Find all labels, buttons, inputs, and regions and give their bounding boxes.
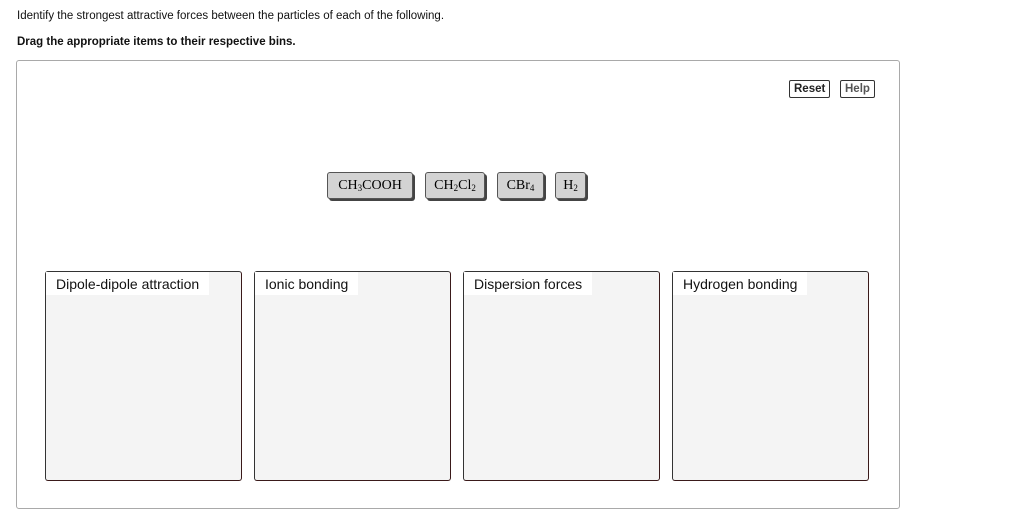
- drag-drop-workspace: [16, 60, 900, 509]
- question-text: Identify the strongest attractive forces between the particles of each of the following.: [17, 10, 445, 22]
- formula-label: CBr$_4$: [506, 178, 535, 193]
- draggable-item-ch2cl2[interactable]: [425, 172, 485, 199]
- bin-label: Hydrogen bonding: [673, 272, 807, 295]
- reset-button[interactable]: Reset: [789, 80, 830, 98]
- draggable-item-ch3cooh[interactable]: [327, 172, 413, 199]
- bin-label: Dipole-dipole attraction: [46, 272, 209, 295]
- bin-label: Dispersion forces: [464, 272, 592, 295]
- bin-dipole-dipole[interactable]: [45, 271, 242, 481]
- bin-hydrogen-bonding[interactable]: [672, 271, 869, 481]
- formula-label: $CH_3COOH$: [338, 178, 402, 193]
- bin-label: Ionic bonding: [255, 272, 358, 295]
- directive-text: Drag the appropriate items to their respective bins.: [17, 36, 296, 48]
- help-button[interactable]: Help: [840, 80, 875, 98]
- formula-label: $H_2$: [563, 178, 578, 193]
- bin-ionic-bonding[interactable]: [254, 271, 451, 481]
- bin-dispersion-forces[interactable]: [463, 271, 660, 481]
- formula-label: $CH_2Cl_2$: [434, 178, 476, 193]
- draggable-item-h2[interactable]: [555, 172, 586, 199]
- draggable-item-cbr4[interactable]: [497, 172, 544, 199]
